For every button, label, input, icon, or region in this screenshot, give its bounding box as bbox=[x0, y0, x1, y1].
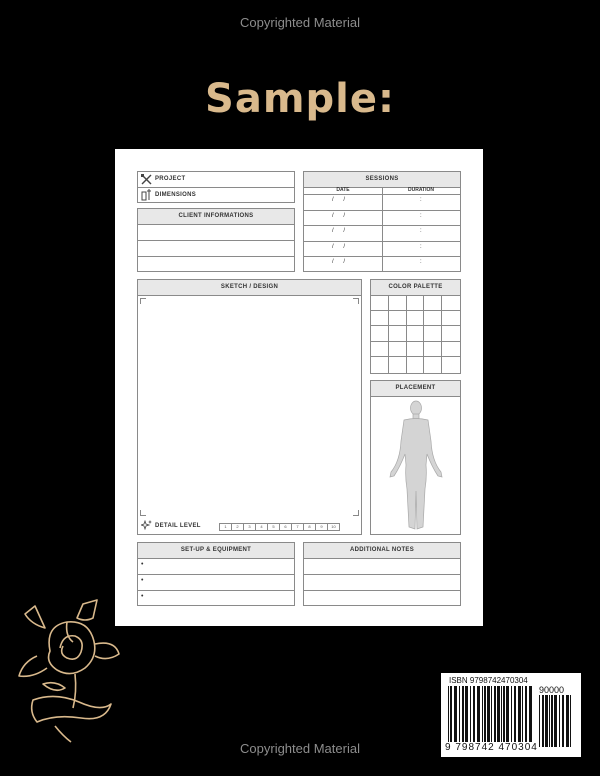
setup-title: SET-UP & EQUIPMENT bbox=[138, 543, 294, 559]
palette-cell bbox=[424, 326, 442, 342]
placement-title: PLACEMENT bbox=[371, 381, 460, 397]
tattoo-worksheet bbox=[115, 149, 483, 626]
detail-level-label: DETAIL LEVEL bbox=[155, 523, 201, 529]
palette-cell bbox=[389, 326, 407, 342]
detail-level-3: 3 bbox=[243, 523, 256, 531]
detail-level-scale bbox=[220, 523, 340, 531]
detail-level-9: 9 bbox=[315, 523, 328, 531]
session-duration-1: : bbox=[420, 197, 422, 203]
color-palette-title: COLOR PALETTE bbox=[371, 280, 460, 296]
palette-cell bbox=[389, 311, 407, 327]
watermark-bottom: Copyrighted Material bbox=[240, 741, 360, 756]
client-info-box bbox=[137, 208, 295, 272]
session-duration-4: : bbox=[420, 244, 422, 250]
palette-cell bbox=[442, 311, 460, 327]
rose-icon bbox=[15, 596, 125, 746]
session-duration-3: : bbox=[420, 228, 422, 234]
notes-title: ADDITIONAL NOTES bbox=[304, 543, 460, 559]
dimensions-label: DIMENSIONS bbox=[155, 192, 197, 198]
project-label: PROJECT bbox=[155, 176, 186, 182]
palette-cell bbox=[407, 357, 425, 373]
detail-level-6: 6 bbox=[279, 523, 292, 531]
barcode-digits: 9 798742 470304 bbox=[445, 742, 538, 753]
ruler-icon bbox=[141, 189, 152, 201]
session-duration-2: : bbox=[420, 213, 422, 219]
palette-cell bbox=[442, 342, 460, 358]
palette-cell bbox=[371, 311, 389, 327]
project-dimensions-box bbox=[137, 171, 295, 203]
detail-level-8: 8 bbox=[303, 523, 316, 531]
addon-barcode-bars bbox=[538, 695, 574, 747]
setup-equipment-box bbox=[137, 542, 295, 606]
detail-level-10: 10 bbox=[327, 523, 340, 531]
detail-level-5: 5 bbox=[267, 523, 280, 531]
duration-header: DURATION bbox=[407, 187, 434, 193]
palette-cell bbox=[442, 326, 460, 342]
palette-cell bbox=[371, 326, 389, 342]
sketch-design-box bbox=[137, 279, 362, 535]
palette-cell bbox=[389, 357, 407, 373]
palette-cell bbox=[371, 295, 389, 311]
human-figure-icon bbox=[385, 399, 447, 533]
sparkle-icon bbox=[141, 520, 153, 531]
palette-cell bbox=[442, 295, 460, 311]
setup-bullet-1: • bbox=[141, 561, 144, 568]
sample-heading: Sample: bbox=[205, 76, 395, 122]
detail-level-1: 1 bbox=[219, 523, 232, 531]
sketch-title: SKETCH / DESIGN bbox=[138, 280, 361, 296]
placement-box bbox=[370, 380, 461, 535]
palette-cell bbox=[407, 311, 425, 327]
palette-cell bbox=[424, 342, 442, 358]
palette-cell bbox=[389, 342, 407, 358]
palette-cell bbox=[371, 342, 389, 358]
detail-level-2: 2 bbox=[231, 523, 244, 531]
detail-level-4: 4 bbox=[255, 523, 268, 531]
session-date-5: / / bbox=[332, 259, 346, 265]
sessions-box bbox=[303, 171, 461, 272]
setup-bullet-3: • bbox=[141, 593, 144, 600]
palette-cell bbox=[424, 357, 442, 373]
palette-cell bbox=[424, 295, 442, 311]
palette-cell bbox=[424, 311, 442, 327]
setup-bullet-2: • bbox=[141, 577, 144, 584]
client-info-title: CLIENT INFORMATIONS bbox=[138, 209, 294, 225]
tools-icon bbox=[141, 174, 152, 185]
sessions-title: SESSIONS bbox=[304, 172, 460, 188]
color-palette-box bbox=[370, 279, 461, 374]
session-date-1: / / bbox=[332, 197, 346, 203]
price-code: 90000 bbox=[539, 685, 565, 695]
session-duration-5: : bbox=[420, 259, 422, 265]
detail-level-7: 7 bbox=[291, 523, 304, 531]
isbn-label: ISBN 9798742470304 bbox=[449, 676, 528, 685]
palette-cell bbox=[407, 342, 425, 358]
palette-cell bbox=[389, 295, 407, 311]
palette-cell bbox=[407, 326, 425, 342]
palette-cell bbox=[407, 295, 425, 311]
barcode-bars bbox=[447, 686, 535, 742]
session-date-2: / / bbox=[332, 213, 346, 219]
date-header: DATE bbox=[336, 187, 350, 193]
palette-cell bbox=[371, 357, 389, 373]
session-date-4: / / bbox=[332, 244, 346, 250]
additional-notes-box bbox=[303, 542, 461, 606]
watermark-top: Copyrighted Material bbox=[240, 15, 360, 30]
palette-cell bbox=[442, 357, 460, 373]
session-date-3: / / bbox=[332, 228, 346, 234]
